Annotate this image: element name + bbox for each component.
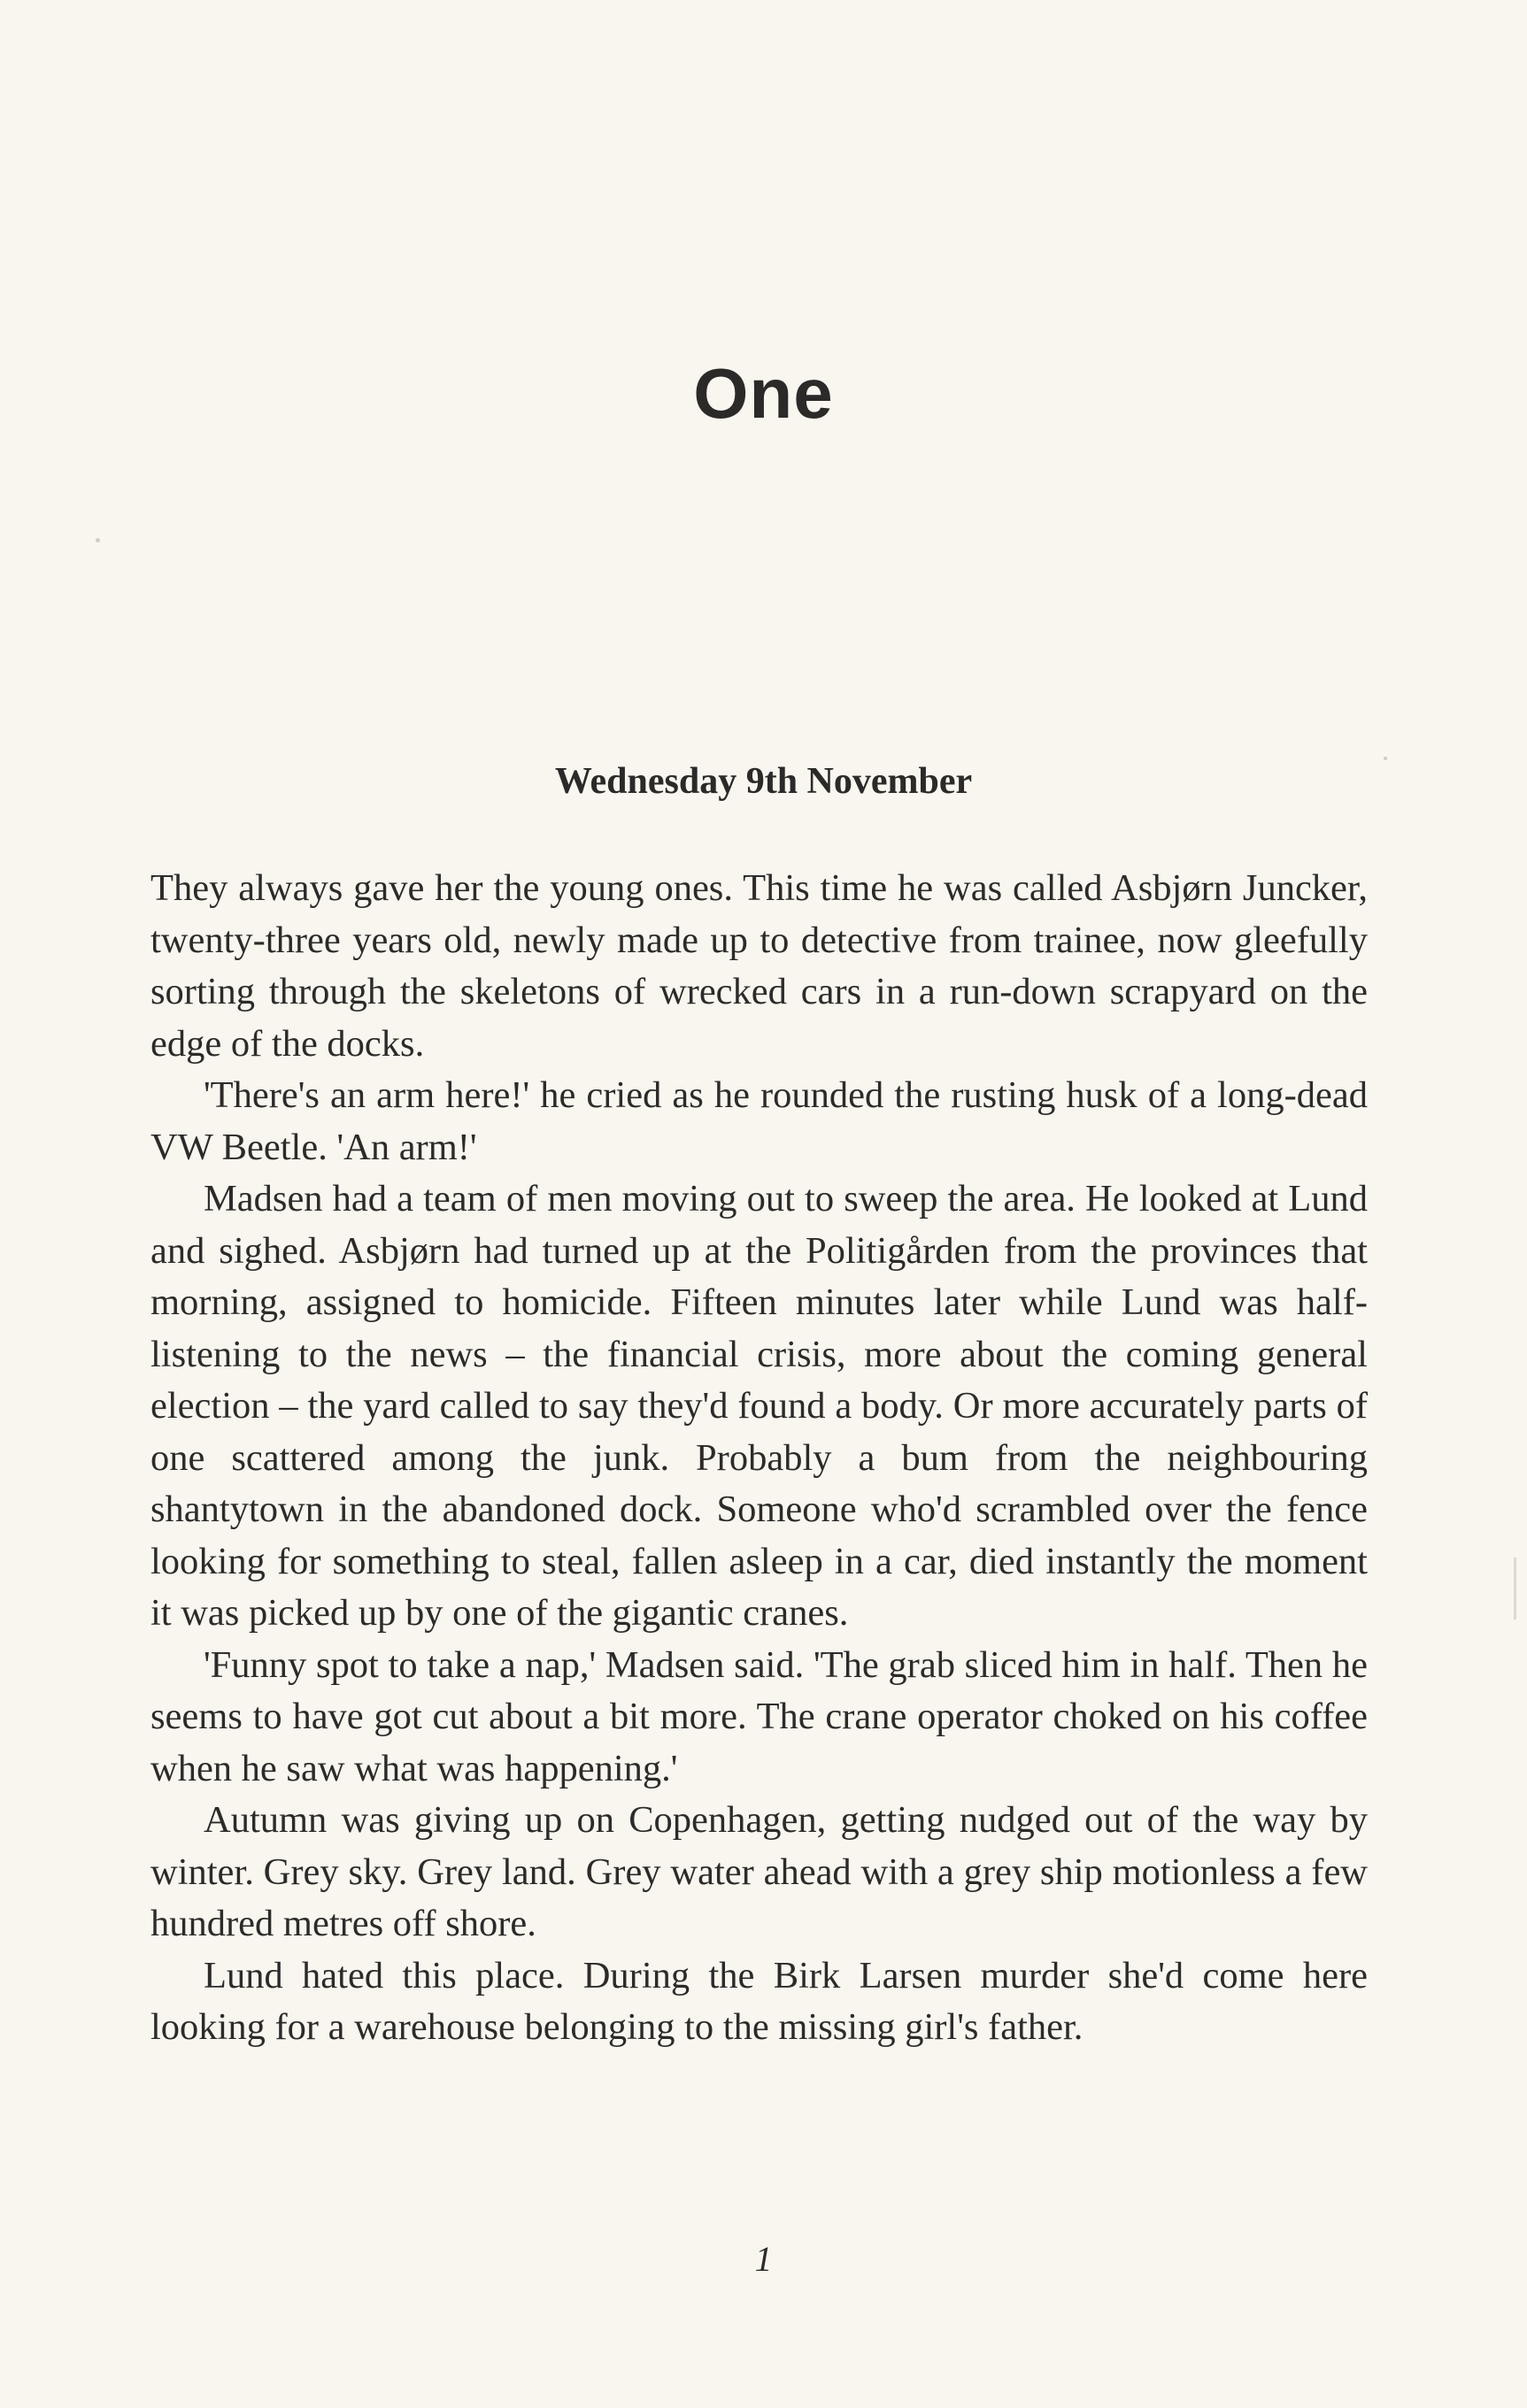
paper-speck bbox=[96, 538, 100, 542]
paper-speck bbox=[1384, 757, 1387, 760]
page-edge-mark bbox=[1514, 1558, 1516, 1619]
chapter-title: One bbox=[693, 354, 834, 433]
page-number: 1 bbox=[754, 2239, 773, 2279]
date-heading: Wednesday 9th November bbox=[554, 761, 973, 802]
paragraph: 'Funny spot to take a nap,' Madsen said. 'The grab sliced him in half. Then he seems to have got cut about a bit more. The crane operator choked on his coffee when he saw what was happening.' bbox=[150, 1643, 1368, 1789]
paragraph: Lund hated this place. During the Birk Larsen murder she'd come here looking for a warehouse belonging to the missing girl's father. bbox=[150, 1954, 1368, 2048]
paragraph: Autumn was giving up on Copenhagen, getting nudged out of the way by winter. Grey sky. Grey land. Grey water ahead with a grey ship motionless a few hundred metres off shore. bbox=[150, 1799, 1368, 1944]
paragraph: They always gave her the young ones. This time he was called Asbjørn Juncker, twenty-three years old, newly made up to detective from trainee, now gleefully sorting through the skeletons of wrecked cars in a run-down scrapyard on the edge of the docks. bbox=[150, 867, 1368, 1065]
paragraph: 'There's an arm here!' he cried as he rounded the rusting husk of a long-dead VW Beetle. 'An arm!' bbox=[150, 1074, 1368, 1168]
body-text bbox=[150, 863, 1368, 2054]
paragraph: Madsen had a team of men moving out to sweep the area. He looked at Lund and sighed. Asbjørn had turned up at the Politigården from the provinces that morning, assigned to homicide. Fifteen minutes later while Lund was half-listening to the news – the financial crisis, more about the coming general election – the yard called to say they'd found a body. Or more accurately parts of one scattered among the junk. Probably a bum from the neighbouring shantytown in the abandoned dock. Someone who'd scrambled over the fence looking for something to steal, fallen asleep in a car, died instantly the moment it was picked up by one of the gigantic cranes. bbox=[150, 1178, 1368, 1634]
